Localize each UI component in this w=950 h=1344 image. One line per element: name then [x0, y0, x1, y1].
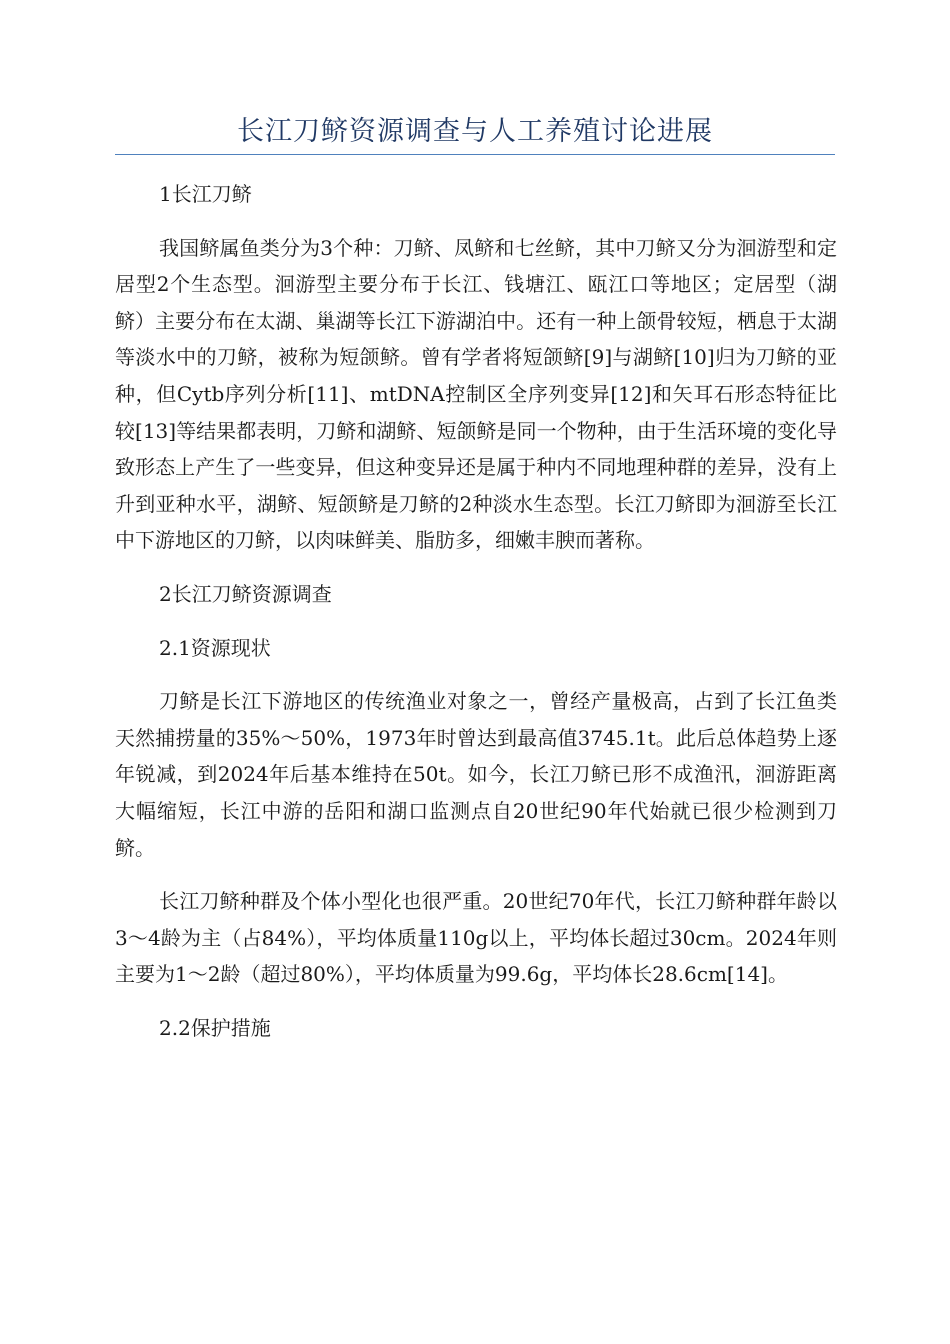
subsection-heading-2-2: 2.2保护措施 [159, 1015, 271, 1040]
section-heading-1: 1长江刀鲚 [159, 182, 252, 206]
section-heading-2: 2长江刀鲚资源调查 [159, 581, 332, 606]
subsection-heading-2-1: 2.1资源现状 [159, 635, 271, 660]
paragraph-3: 长江刀鲚种群及个体小型化也很严重。20世纪70年代，长江刀鲚种群年龄以3～4龄为主（占84%），平均体质量110g以上，平均体长超过30cm。2024年则主要为1～2龄（超过80%），平均体质量为99.6g，平均体长28.6cm[14]。 [115, 889, 837, 987]
document-title: 长江刀鲚资源调查与人工养殖讨论进展 [237, 116, 713, 147]
paragraph-2: 刀鲚是长江下游地区的传统渔业对象之一，曾经产量极高，占到了长江鱼类天然捕捞量的35%～50%，1973年时曾达到最高值3745.1t。此后总体趋势上逐年锐减，到2024年后基本维持在50t。如今，长江刀鲚已形不成渔汛，洄游距离大幅缩短，长江中游的岳阳和湖口监测点自20世纪90年代始就已很少检测到刀鲚。 [115, 689, 837, 860]
title-underline [115, 154, 835, 155]
paragraph-1: 我国鲚属鱼类分为3个种：刀鲚、凤鲚和七丝鲚，其中刀鲚又分为洄游型和定居型2个生态型。洄游型主要分布于长江、钱塘江、瓯江口等地区；定居型（湖鲚）主要分布在太湖、巢湖等长江下游湖泊中。还有一种上颌骨较短，栖息于太湖等淡水中的刀鲚，被称为短颌鲚。曾有学者将短颌鲚[9]与湖鲚[10]归为刀鲚的亚种，但Cytb序列分析[11]、mtDNA控制区全序列变异[12]和矢耳石形态特征比较[13]等结果都表明，刀鲚和湖鲚、短颌鲚是同一个物种，由于生活环境的变化导致形态上产生了一些变异，但这种变异还是属于种内不同地理种群的差异，没有上升到亚种水平，湖鲚、短颌鲚是刀鲚的2种淡水生态型。长江刀鲚即为洄游至长江中下游地区的刀鲚，以肉味鲜美、脂肪多，细嫩丰腴而著称。 [115, 235, 837, 553]
document-body [115, 176, 837, 1063]
